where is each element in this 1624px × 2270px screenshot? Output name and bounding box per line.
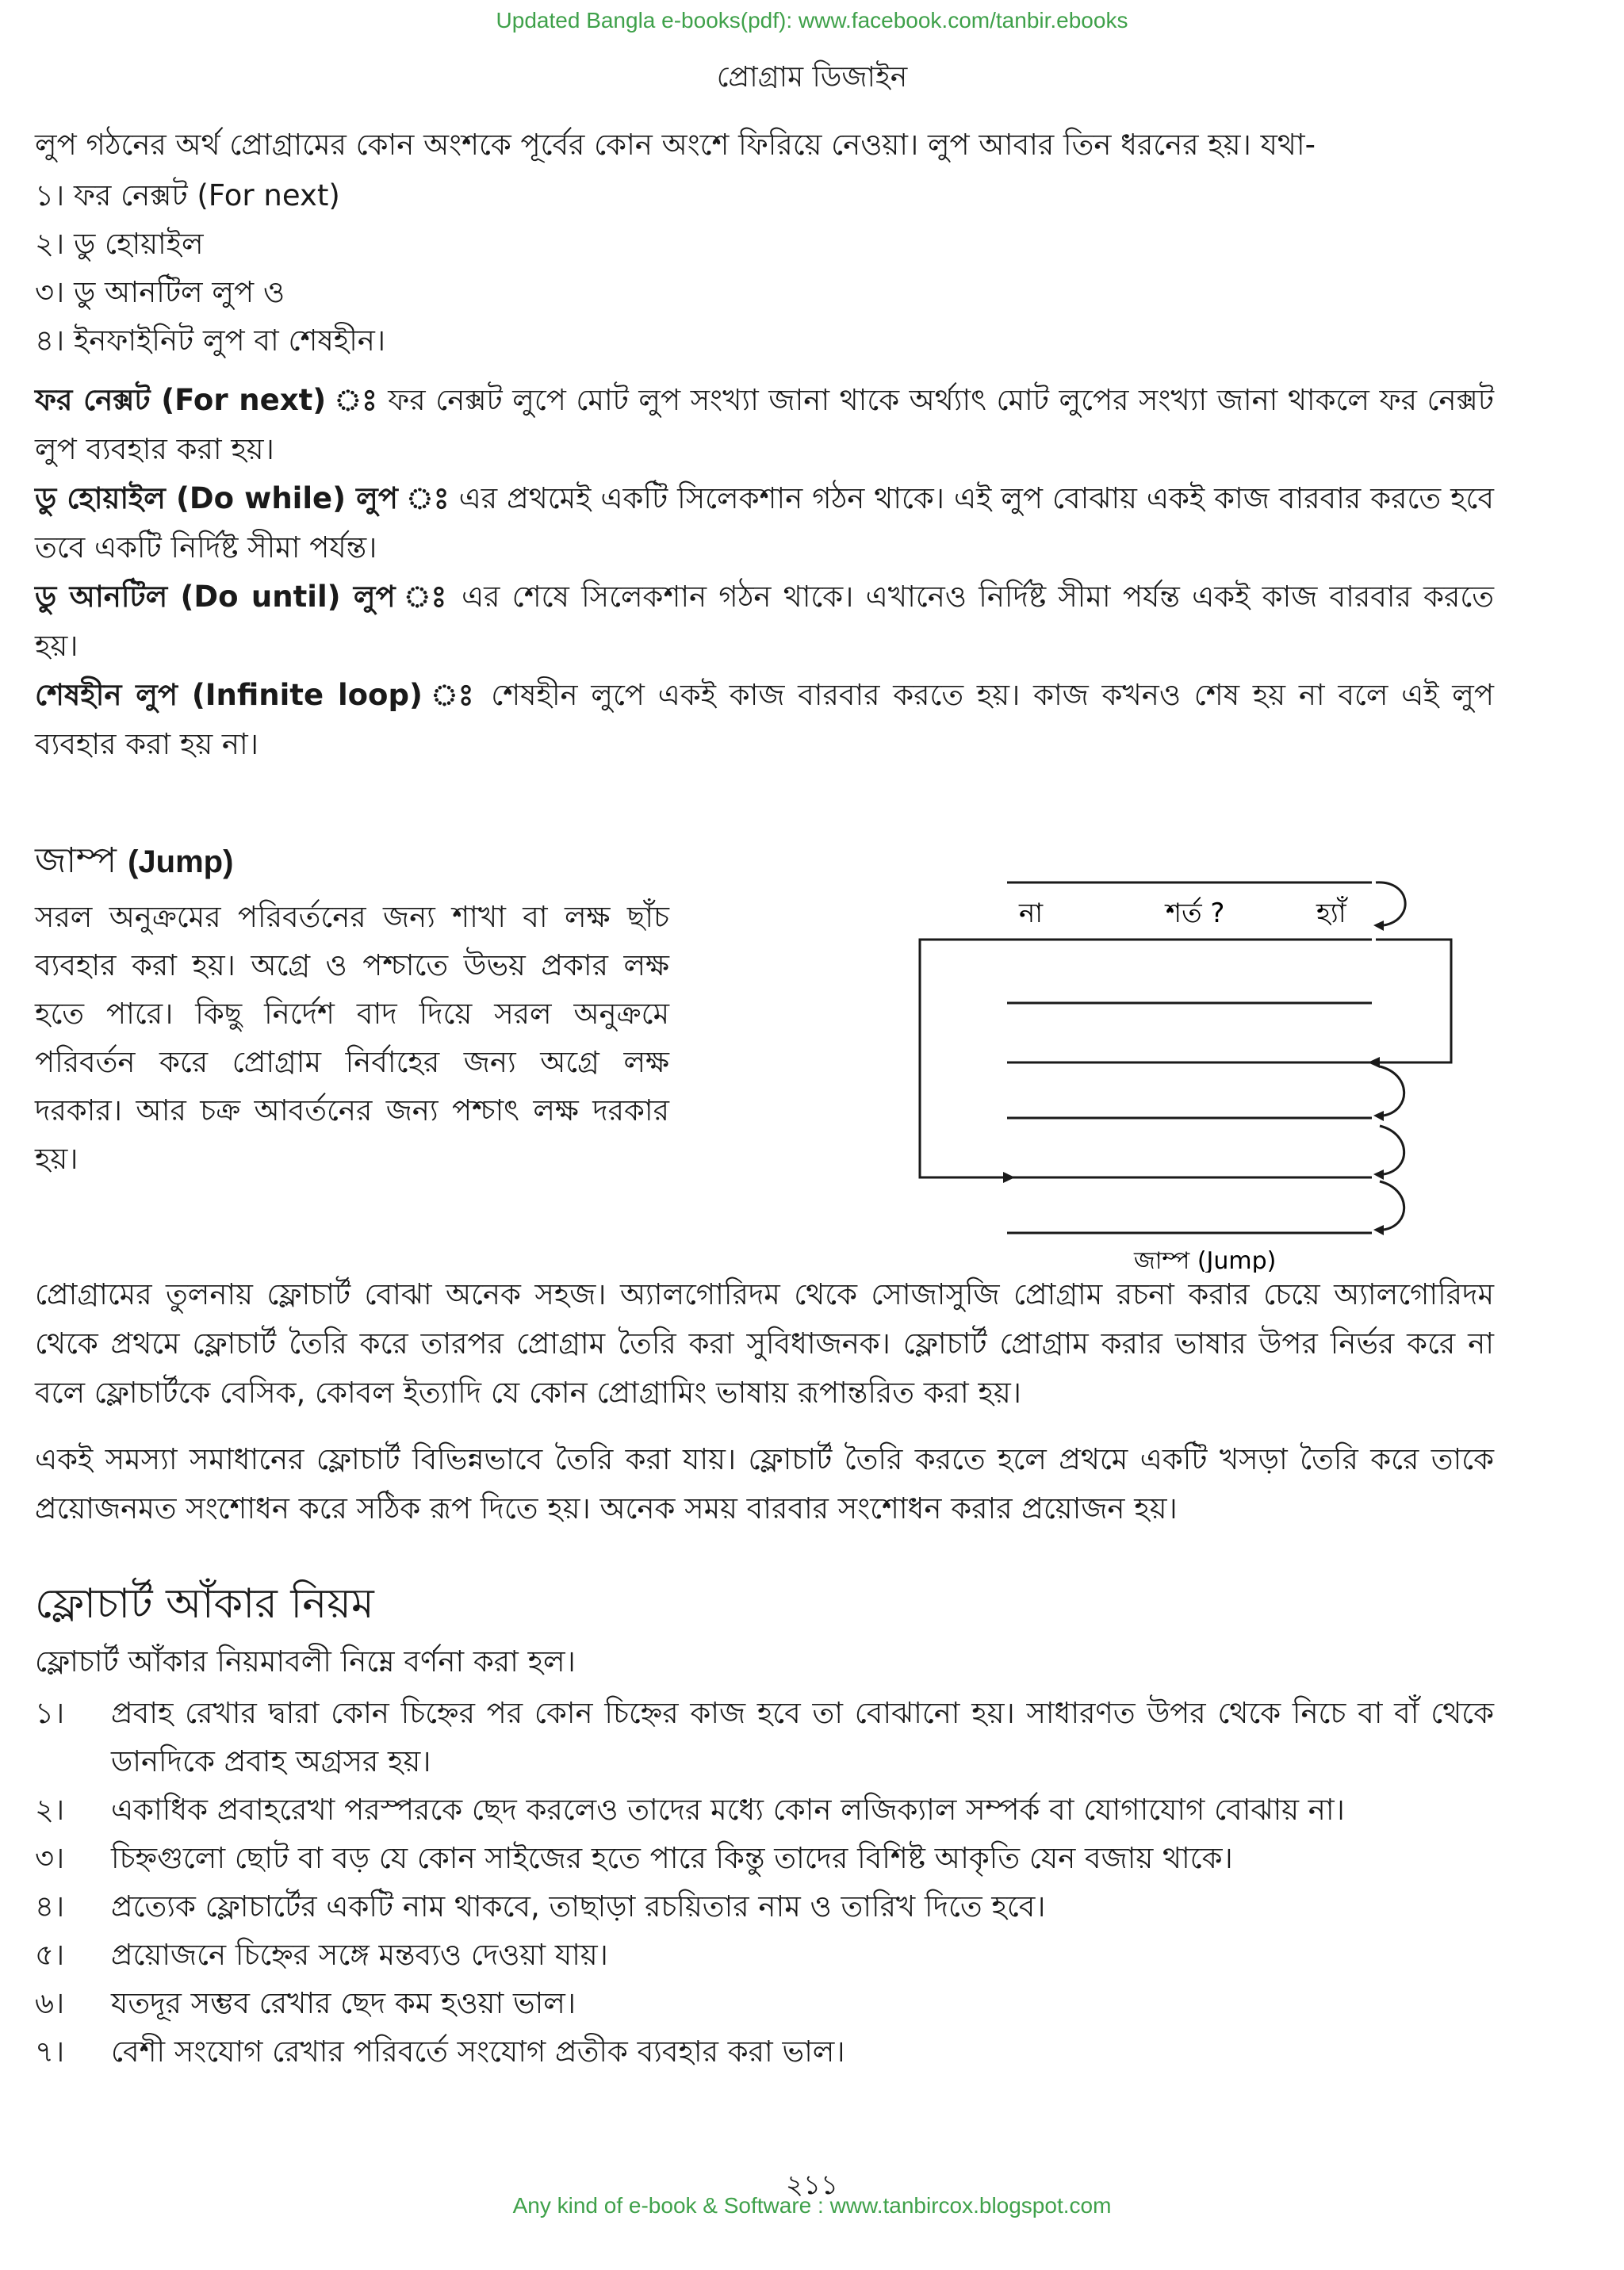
definition-text: এর প্রথমেই একটি সিলেকশান গঠন থাকে। এই লুপ বোঝায় একই কাজ বারবার করতে হবে তবে একটি নির্দিষ্ট সীমা পর্যন্ত। — [35, 481, 1494, 565]
forward-jump-path — [920, 940, 1007, 1177]
arrowhead — [1368, 1057, 1380, 1068]
diagram-label-condition: শর্ত ? — [1166, 898, 1225, 929]
definition-do-while — [35, 474, 1494, 572]
arrowhead — [1003, 1172, 1015, 1183]
list-number: ৪। — [35, 1889, 65, 1924]
list-text: ফর নেক্সট (For next) — [74, 178, 340, 212]
list-number: ৪। — [35, 323, 65, 358]
list-number: ২। — [35, 1793, 65, 1827]
definition-do-until — [35, 572, 1494, 671]
top-watermark-link[interactable]: Updated Bangla e-books(pdf): www.facebook.com/tanbir.ebooks — [496, 8, 1128, 33]
list-text: প্রয়োজনে চিহ্নের সঙ্গে মন্তব্যও দেওয়া যায়। — [111, 1938, 608, 1972]
list-item — [35, 1834, 1494, 1882]
rules-list — [35, 1689, 1494, 2076]
flowchart-paragraph-2: একই সমস্যা সমাধানের ফ্লোচার্ট বিভিন্নভাবে তৈরি করা যায়। ফ্লোচার্ট তৈরি করতে হলে প্রথমে একটি খসড়া তৈরি করে তাকে প্রয়োজনমত সংশোধন করে সঠিক রূপ দিতে হয়। অনেক সময় বারবার সংশোধন করার প্রয়োজন হয়। — [35, 1442, 1494, 1525]
definition-term: ডু হোয়াইল (Do while) লুপ ঃ — [35, 481, 450, 515]
definition-term: ডু আনটিল (Do until) লুপ ঃ — [35, 580, 450, 614]
definition-for-next — [35, 376, 1494, 474]
list-text: প্রত্যেক ফ্লোচার্টের একটি নাম থাকবে, তাছাড়া রচয়িতার নাম ও তারিখ দিতে হবে। — [111, 1889, 1046, 1924]
list-item — [35, 1931, 1494, 1979]
definition-infinite-loop — [35, 671, 1494, 769]
list-item — [35, 2027, 1494, 2076]
list-number: ৩। — [35, 275, 65, 309]
loop-definitions — [35, 376, 1494, 769]
jump-heading-en: (Jump) — [128, 844, 234, 879]
running-head: প্রোগ্রাম ডিজাইন — [716, 61, 908, 94]
list-number: ২। — [35, 227, 65, 261]
list-item — [35, 268, 828, 316]
rules-heading: ফ্লোচার্ট আঁকার নিয়ম — [35, 1580, 374, 1628]
rules-subheading: ফ্লোচার্ট আঁকার নিয়মাবলী নিম্নে বর্ণনা করা হল। — [35, 1644, 576, 1679]
list-item — [35, 1882, 1494, 1931]
arrowhead — [1373, 1169, 1384, 1180]
intro-paragraph: লুপ গঠনের অর্থ প্রোগ্রামের কোন অংশকে পূর্বের কোন অংশে ফিরিয়ে নেওয়া। লুপ আবার তিন ধরনের হয়। যথা- — [35, 128, 1316, 162]
backward-jump-path — [1376, 940, 1451, 1062]
definition-term: ফর নেক্সট (For next) ঃ — [35, 383, 378, 417]
flowchart-paragraph-1: প্রোগ্রামের তুলনায় ফ্লোচার্ট বোঝা অনেক সহজ। অ্যালগোরিদম থেকে সোজাসুজি প্রোগ্রাম রচনা করার চেয়ে অ্যালগোরিদম থেকে প্রথমে ফ্লোচার্ট তৈরি করে তারপর প্রোগ্রাম তৈরি করা সুবিধাজনক। ফ্লোচার্ট প্রোগ্রাম করার ভাষার উপর নির্ভর করে না বলে ফ্লোচার্টকে বেসিক, কোবল ইত্যাদি যে কোন প্রোগ্রামিং ভাষায় রূপান্তরিত করা হয়। — [35, 1277, 1494, 1410]
list-item — [35, 171, 828, 220]
list-text: বেশী সংযোগ রেখার পরিবর্তে সংযোগ প্রতীক ব্যবহার করা ভাল। — [111, 2035, 845, 2069]
arrowhead — [1373, 1225, 1384, 1235]
list-item — [35, 1979, 1494, 2027]
list-text: ডু আনটিল লুপ ও — [74, 275, 285, 309]
loop-curl — [1376, 882, 1405, 925]
list-number: ১। — [35, 178, 65, 212]
list-text: ইনফাইনিট লুপ বা শেষহীন। — [74, 323, 386, 358]
arrowhead — [1373, 921, 1384, 931]
list-text: যতদূর সম্ভব রেখার ছেদ কম হওয়া ভাল। — [111, 1986, 576, 2020]
diagram-label-no: না — [1019, 898, 1044, 929]
bottom-watermark-link[interactable]: Any kind of e-book & Software : www.tanbircox.blogspot.com — [512, 2193, 1112, 2218]
list-number: ৩। — [35, 1841, 65, 1875]
definition-term: শেষহীন লুপ (Infinite loop) ঃ — [35, 678, 478, 712]
list-number: ৬। — [35, 1986, 65, 2020]
list-item — [35, 1786, 1494, 1834]
loop-curl — [1380, 1066, 1404, 1116]
definition-text: শেষহীন লুপে একই কাজ বারবার করতে হয়। কাজ কখনও শেষ হয় না বলে এই লুপ ব্যবহার করা হয় না। — [35, 678, 1494, 761]
list-number: ৭। — [35, 2035, 65, 2069]
arrowhead — [1373, 1111, 1384, 1121]
list-text: প্রবাহ রেখার দ্বারা কোন চিহ্নের পর কোন চিহ্নের কাজ হবে তা বোঝানো হয়। সাধারণত উপর থেকে নিচে বা বাঁ থেকে ডানদিকে প্রবাহ অগ্রসর হয়। — [111, 1696, 1494, 1778]
loop-curl — [1380, 1181, 1404, 1230]
list-item — [35, 1689, 1494, 1786]
list-number: ৫। — [35, 1938, 65, 1972]
list-item — [35, 220, 828, 268]
list-text: চিহ্নগুলো ছোট বা বড় যে কোন সাইজের হতে পারে কিন্তু তাদের বিশিষ্ট আকৃতি যেন বজায় থাকে। — [111, 1841, 1233, 1875]
list-text: একাধিক প্রবাহরেখা পরস্পরকে ছেদ করলেও তাদের মধ্যে কোন লজিক্যাল সম্পর্ক বা যোগাযোগ বোঝায় না। — [111, 1793, 1345, 1827]
jump-diagram — [904, 860, 1459, 1273]
definition-text: এর শেষে সিলেকশান গঠন থাকে। এখানেও নির্দিষ্ট সীমা পর্যন্ত একই কাজ বারবার করতে হয়। — [35, 580, 1494, 663]
loop-curl — [1380, 1126, 1404, 1174]
list-item — [35, 316, 828, 365]
list-number: ১। — [35, 1696, 65, 1730]
jump-heading-bn: জাম্প — [35, 840, 117, 881]
definition-text: ফর নেক্সট লুপে মোট লুপ সংখ্যা জানা থাকে অর্থ্যাৎ মোট লুপের সংখ্যা জানা থাকলে ফর নেক্সট লুপ ব্যবহার করা হয়। — [35, 383, 1494, 466]
page-number: ২১১ — [785, 2169, 839, 2201]
jump-paragraph: সরল অনুক্রমের পরিবর্তনের জন্য শাখা বা লক্ষ ছাঁচ ব্যবহার করা হয়। অগ্রে ও পশ্চাতে উভয় প্রকার লক্ষ হতে পারে। কিছু নির্দেশ বাদ দিয়ে সরল অনুক্রমে পরিবর্তন করে প্রোগ্রাম নির্বাহের জন্য অগ্রে লক্ষ দরকার। আর চক্র আবর্তনের জন্য পশ্চাৎ লক্ষ দরকার হয়। — [35, 900, 669, 1176]
loop-types-list — [35, 171, 828, 365]
list-text: ডু হোয়াইল — [74, 227, 204, 261]
diagram-caption: জাম্প (Jump) — [1134, 1247, 1277, 1273]
jump-heading — [35, 834, 233, 892]
diagram-label-yes: হ্যাঁ — [1316, 898, 1346, 929]
